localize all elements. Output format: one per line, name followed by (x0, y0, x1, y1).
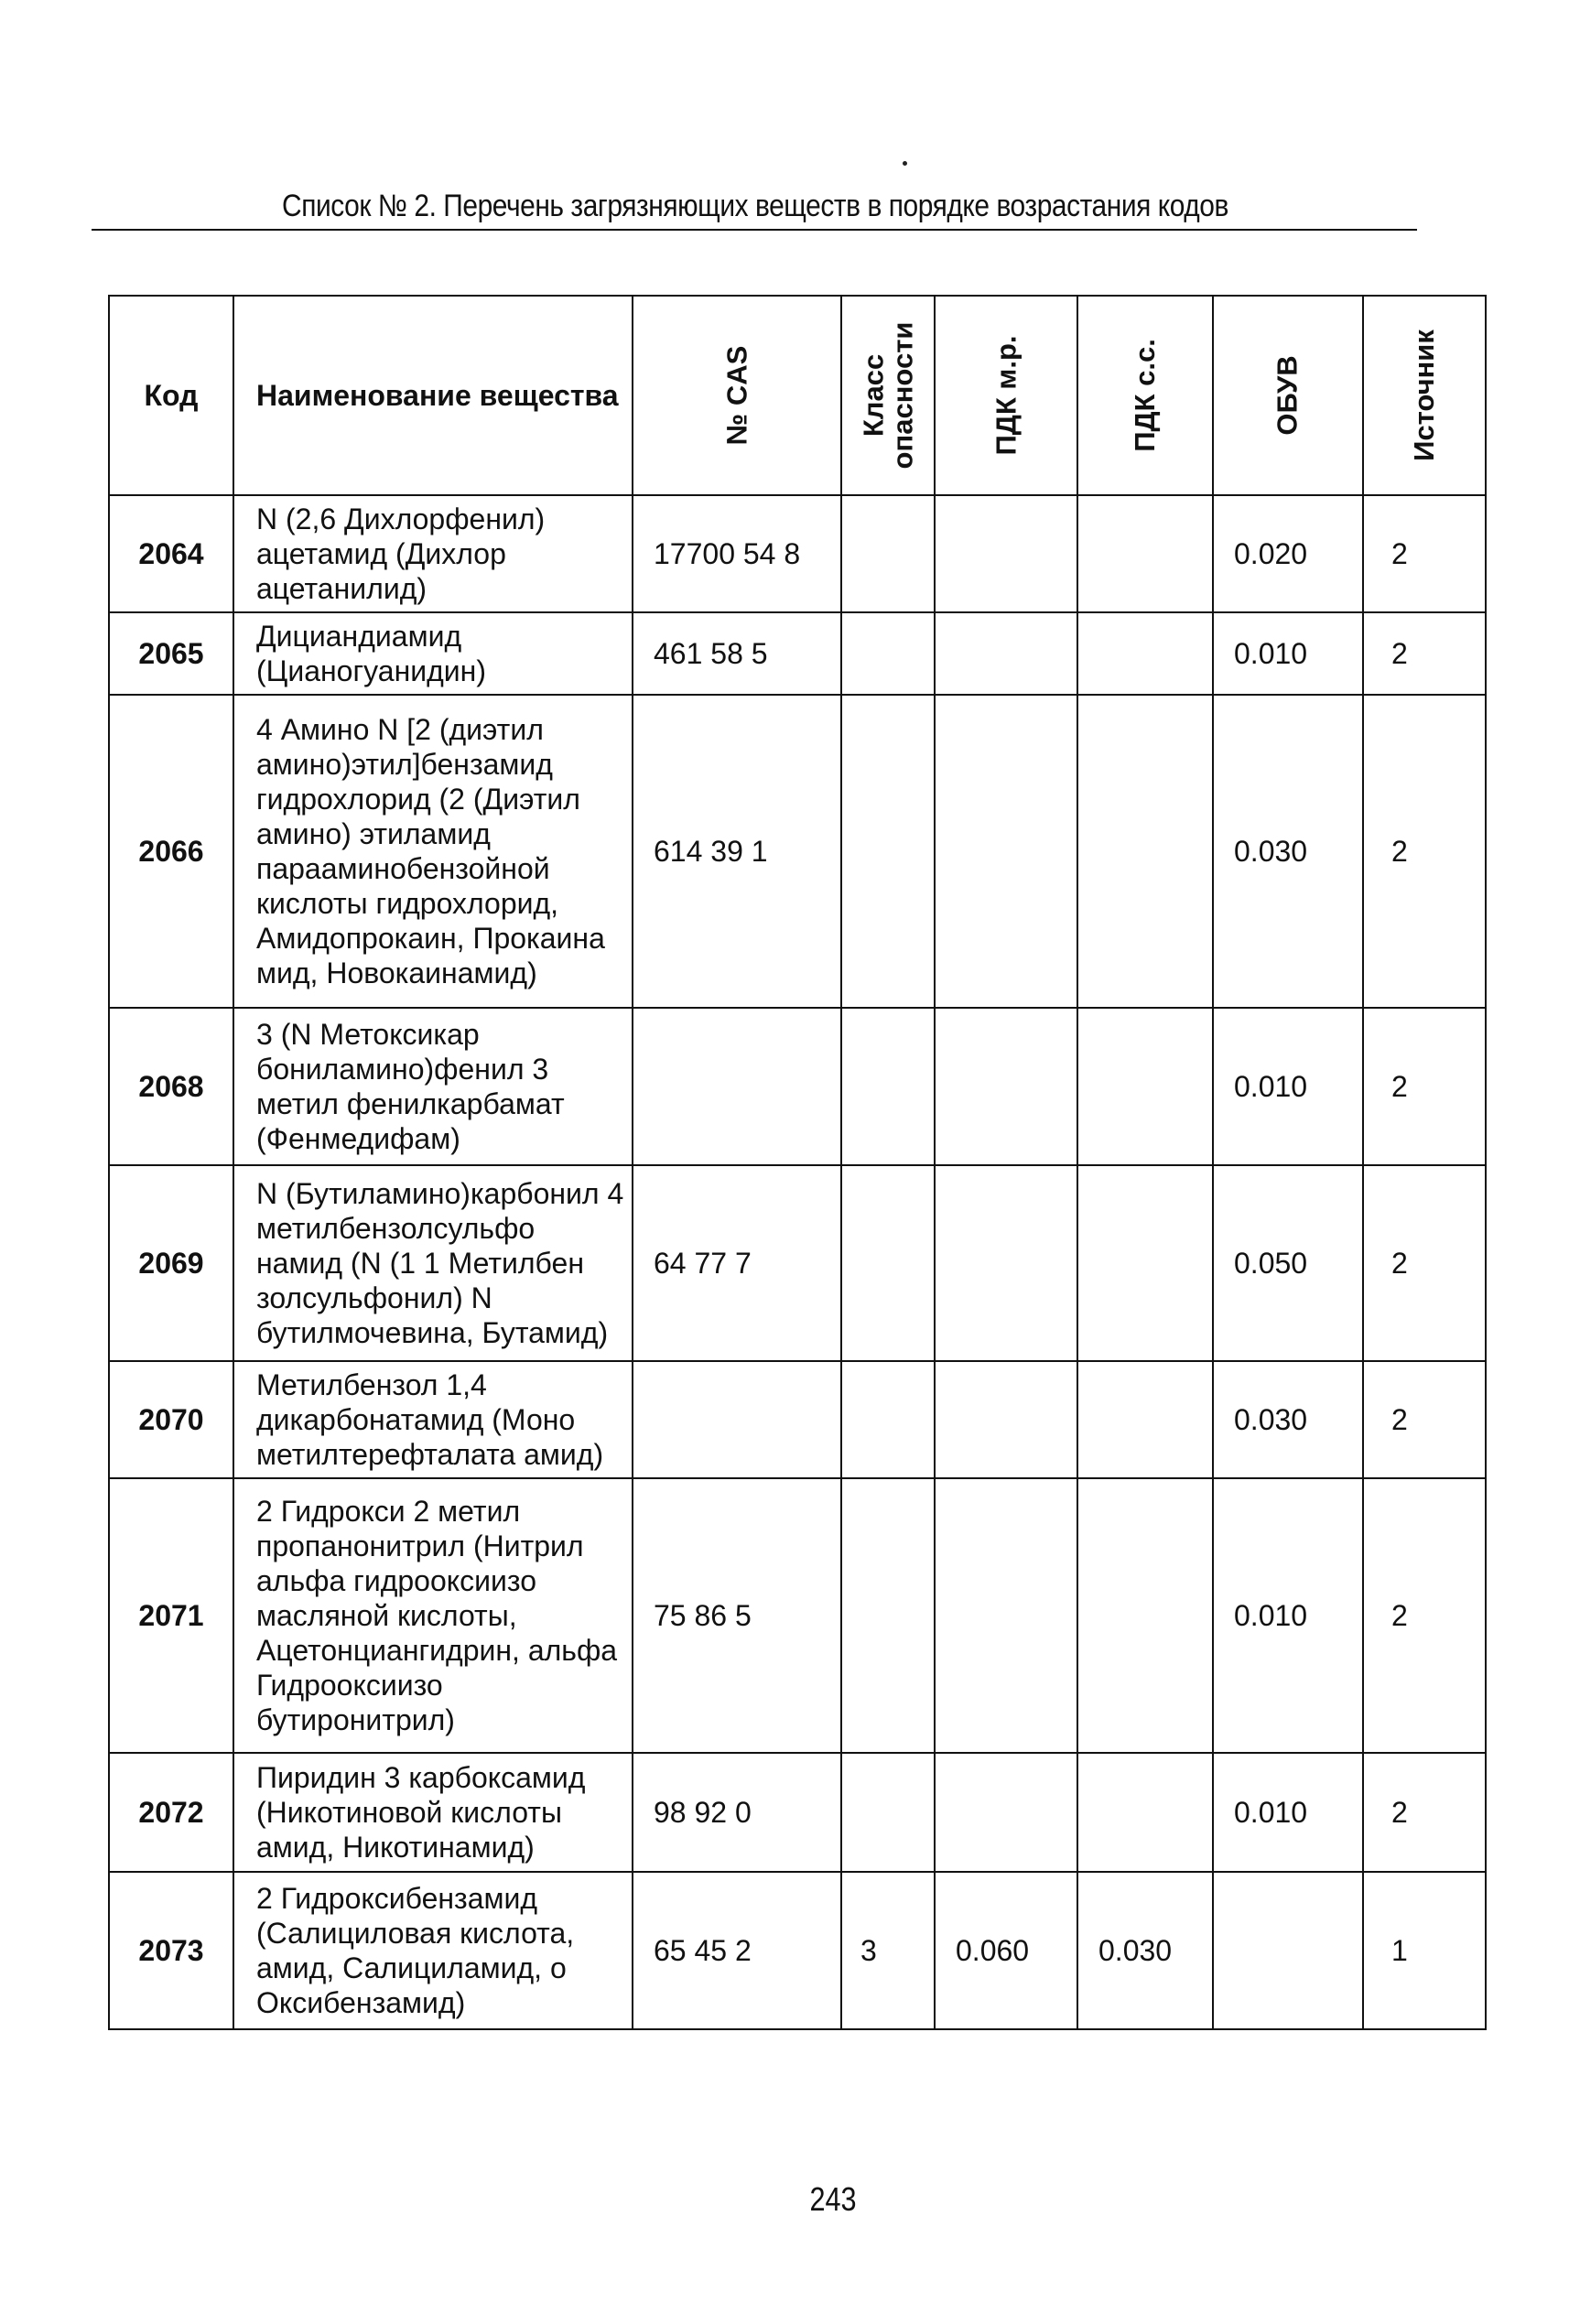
cell-cas (633, 1008, 841, 1165)
cell-code: 2069 (109, 1165, 233, 1361)
page-number: 243 (809, 2180, 857, 2218)
cell-obuv (1213, 1872, 1363, 2029)
cell-pdk-mr: 0.060 (935, 1872, 1077, 2029)
header-hazard-class-label: Класс опасности (857, 321, 918, 470)
cell-name: Метилбензол 1,4 дикарбонатамид (Моно метилтерефталата амид) (233, 1361, 633, 1478)
cell-name: 2 Гидроксибензамид (Салициловая кислота, амид, Салициламид, о Оксибензамид) (233, 1872, 633, 2029)
table-row (109, 1165, 1486, 1361)
cell-hazard-class (841, 1478, 935, 1753)
cell-cas: 75 86 5 (633, 1478, 841, 1753)
cell-obuv: 0.030 (1213, 1361, 1363, 1478)
cell-code: 2068 (109, 1008, 233, 1165)
cell-cas: 17700 54 8 (633, 495, 841, 612)
cell-code: 2065 (109, 612, 233, 695)
table-row (109, 1361, 1486, 1478)
cell-code: 2073 (109, 1872, 233, 2029)
cell-name: 4 Амино N [2 (диэтил амино)этил]бензамид гидрохлорид (2 (Диэтил амино) этиламид парааминобензойной кислоты гидрохлорид, Амидопрокаин, Прокаина мид, Новокаинамид) (233, 695, 633, 1008)
table-row (109, 1872, 1486, 2029)
cell-code: 2064 (109, 495, 233, 612)
cell-pdk-ss (1077, 1165, 1213, 1361)
table-header-row (109, 296, 1486, 495)
cell-source: 2 (1363, 495, 1486, 612)
cell-obuv: 0.010 (1213, 1753, 1363, 1872)
cell-pdk-ss (1077, 695, 1213, 1008)
cell-pdk-mr (935, 495, 1077, 612)
cell-pdk-mr (935, 1753, 1077, 1872)
header-cas-label: № CAS (720, 345, 752, 446)
cell-pdk-mr (935, 1361, 1077, 1478)
stray-dot-mark (903, 161, 907, 166)
cell-hazard-class (841, 495, 935, 612)
table-row (109, 1008, 1486, 1165)
cell-name: N (Бутиламино)карбонил 4 метилбензолсульфо намид (N (1 1 Метилбен золсульфонил) N бутилмочевина, Бутамид) (233, 1165, 633, 1361)
cell-pdk-ss: 0.030 (1077, 1872, 1213, 2029)
header-hazard-class (841, 296, 935, 495)
cell-obuv: 0.030 (1213, 695, 1363, 1008)
cell-pdk-ss (1077, 495, 1213, 612)
cell-source: 2 (1363, 1165, 1486, 1361)
cell-pdk-mr (935, 695, 1077, 1008)
cell-hazard-class (841, 1753, 935, 1872)
header-cas (633, 296, 841, 495)
cell-name: 2 Гидрокси 2 метил пропанонитрил (Нитрил альфа гидрооксиизо масляной кислоты, Ацетонциангидрин, альфа Гидрооксиизо бутиронитрил) (233, 1478, 633, 1753)
cell-source: 2 (1363, 695, 1486, 1008)
cell-pdk-ss (1077, 612, 1213, 695)
cell-pdk-mr (935, 612, 1077, 695)
cell-name: N (2,6 Дихлорфенил) ацетамид (Дихлор ацетанилид) (233, 495, 633, 612)
cell-source: 2 (1363, 1008, 1486, 1165)
header-code: Код (109, 296, 233, 495)
cell-cas: 65 45 2 (633, 1872, 841, 2029)
cell-source: 1 (1363, 1872, 1486, 2029)
cell-pdk-mr (935, 1008, 1077, 1165)
cell-source: 2 (1363, 1478, 1486, 1753)
table-row (109, 1478, 1486, 1753)
header-obuv (1213, 296, 1363, 495)
cell-code: 2071 (109, 1478, 233, 1753)
table-row (109, 612, 1486, 695)
table-row (109, 695, 1486, 1008)
cell-obuv: 0.010 (1213, 1008, 1363, 1165)
cell-obuv: 0.020 (1213, 495, 1363, 612)
cell-code: 2072 (109, 1753, 233, 1872)
header-obuv-label: ОБУВ (1271, 355, 1304, 436)
cell-name: Дициандиамид (Цианогуанидин) (233, 612, 633, 695)
table-row (109, 1753, 1486, 1872)
header-source-label: Источник (1408, 330, 1441, 461)
substances-table (108, 295, 1487, 2030)
cell-pdk-ss (1077, 1478, 1213, 1753)
cell-code: 2066 (109, 695, 233, 1008)
header-pdk-ss (1077, 296, 1213, 495)
cell-hazard-class (841, 1165, 935, 1361)
cell-cas: 98 92 0 (633, 1753, 841, 1872)
cell-hazard-class (841, 695, 935, 1008)
cell-obuv: 0.010 (1213, 1478, 1363, 1753)
header-source (1363, 296, 1486, 495)
cell-obuv: 0.010 (1213, 612, 1363, 695)
cell-cas (633, 1361, 841, 1478)
cell-obuv: 0.050 (1213, 1165, 1363, 1361)
cell-hazard-class (841, 612, 935, 695)
cell-pdk-ss (1077, 1008, 1213, 1165)
header-pdk-mr-label: ПДК м.р. (990, 335, 1022, 456)
cell-pdk-mr (935, 1165, 1077, 1361)
cell-hazard-class: 3 (841, 1872, 935, 2029)
cell-pdk-ss (1077, 1753, 1213, 1872)
cell-source: 2 (1363, 1753, 1486, 1872)
header-pdk-mr (935, 296, 1077, 495)
cell-cas: 64 77 7 (633, 1165, 841, 1361)
cell-code: 2070 (109, 1361, 233, 1478)
header-name: Наименование вещества (233, 296, 633, 495)
cell-cas: 614 39 1 (633, 695, 841, 1008)
cell-name: 3 (N Метоксикар бониламино)фенил 3 метил фенилкарбамат (Фенмедифам) (233, 1008, 633, 1165)
page-title: Список № 2. Перечень загрязняющих веществ в порядке возрастания кодов (282, 189, 1228, 223)
cell-hazard-class (841, 1008, 935, 1165)
cell-hazard-class (841, 1361, 935, 1478)
cell-name: Пиридин 3 карбоксамид (Никотиновой кислоты амид, Никотинамид) (233, 1753, 633, 1872)
cell-pdk-mr (935, 1478, 1077, 1753)
table-row (109, 495, 1486, 612)
title-underline (92, 229, 1417, 231)
header-pdk-ss-label: ПДК с.с. (1128, 339, 1161, 452)
cell-source: 2 (1363, 612, 1486, 695)
cell-cas: 461 58 5 (633, 612, 841, 695)
cell-pdk-ss (1077, 1361, 1213, 1478)
cell-source: 2 (1363, 1361, 1486, 1478)
